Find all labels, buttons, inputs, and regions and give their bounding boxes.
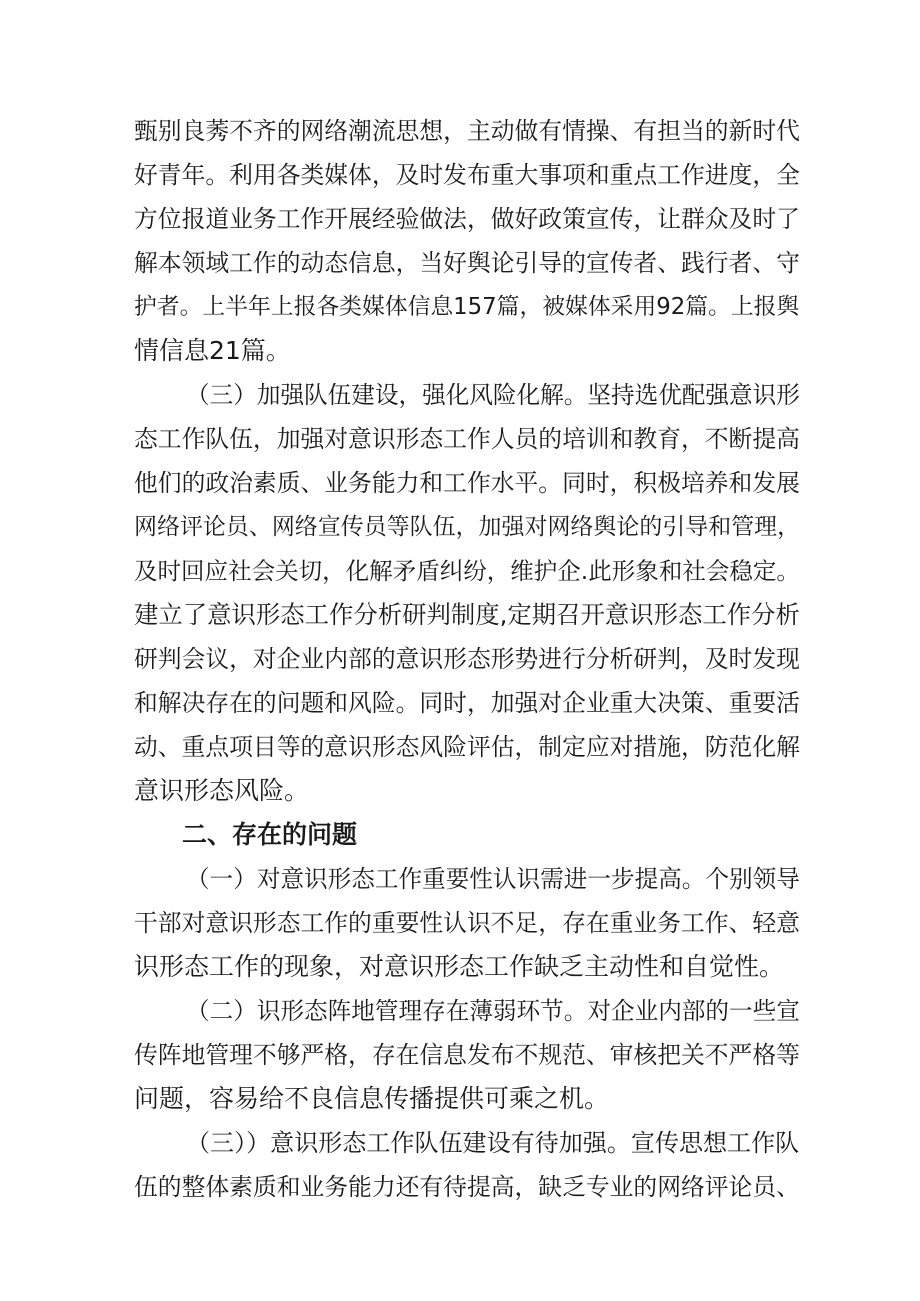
text-line: 传阵地管理不够严格，存在信息发布不规范、审核把关不严格等 (134, 1041, 800, 1069)
text-line: 态工作队伍，加强对意识形态工作人员的培训和教育，不断提高 (134, 425, 800, 453)
text-line: 建立了意识形态工作分析研判制度,定期召开意识形态工作分析 (134, 600, 800, 629)
text-line: 甄别良莠不齐的网络潮流思想，主动做有情操、有担当的新时代 (134, 117, 800, 145)
text-line: 情信息21篇。 (134, 336, 291, 365)
text-line: 伍的整体素质和业务能力还有待提高，缺乏专业的网络评论员、 (134, 1173, 800, 1201)
paragraph-first-line: （二）识形态阵地管理存在薄弱环节。对企业内部的一些宣 (186, 997, 800, 1025)
text-line: 护者。上半年上报各类媒体信息157篇，被媒体采用92篇。上报舆 (134, 294, 800, 320)
paragraph-first-line: （三））意识形态工作队伍建设有待加强。宣传思想工作队 (186, 1129, 800, 1157)
text-line: 识形态工作的现象，对意识形态工作缺乏主动性和自觉性。 (134, 952, 785, 981)
text-line: 他们的政治素质、业务能力和工作水平。同时，积极培养和发展 (134, 469, 800, 497)
text-line: 网络评论员、网络宣传员等队伍，加强对网络舆论的引导和管理， (134, 514, 801, 540)
paragraph-first-line: （三）加强队伍建设，强化风险化解。坚持选优配强意识形 (186, 381, 800, 409)
paragraph-first-line: （一）对意识形态工作重要性认识需进一步提高。个别领导 (186, 865, 800, 893)
text-line: 方位报道业务工作开展经验做法，做好政策宣传，让群众及时了 (134, 205, 800, 233)
text-line: 解本领域工作的动态信息，当好舆论引导的宣传者、践行者、守 (134, 249, 800, 277)
text-line: 好青年。利用各类媒体，及时发布重大事项和重点工作进度，全 (134, 161, 800, 189)
text-line: 干部对意识形态工作的重要性认识不足，存在重业务工作、轻意 (134, 909, 800, 937)
text-line: 和解决存在的问题和风险。同时，加强对企业重大决策、重要活 (134, 689, 800, 717)
text-line: 问题，容易给不良信息传播提供可乘之机。 (134, 1084, 610, 1113)
text-line: 研判会议，对企业内部的意识形态形势进行分析研判，及时发现 (134, 645, 800, 673)
text-line: 及时回应社会关切，化解矛盾纠纷，维护企.此形象和社会稳定。 (134, 557, 800, 585)
text-line: 意识形态风险。 (134, 776, 310, 805)
section-heading: 二、存在的问题 (182, 820, 358, 849)
text-line: 动、重点项目等的意识形态风险评估，制定应对措施，防范化解 (134, 733, 800, 761)
